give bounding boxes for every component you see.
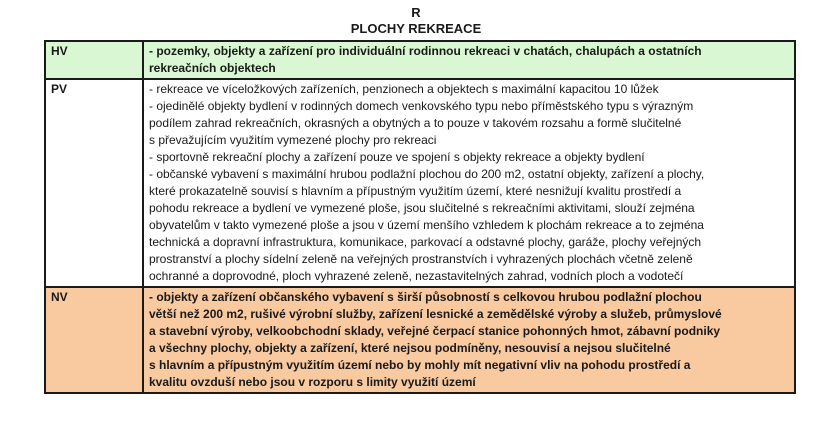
- text-line: technická a dopravní infrastruktura, komunikace, parkovací a odstavné plochy, garáže, plochy veřejných: [149, 235, 702, 249]
- table-row-pv: [45, 79, 795, 287]
- row-text-nv: [143, 287, 795, 393]
- row-code-nv: NV: [45, 287, 143, 393]
- text-line: větší než 200 m2, rušivé výrobní služby, zařízení lesnické a zemědělské výroby a služeb, průmyslové: [149, 307, 722, 321]
- text-line: a stavební výroby, velkoobchodní sklady, veřejné čerpací stanice pohonných hmot, zábavní podniky: [149, 324, 721, 338]
- text-line: rekreačních objektech: [149, 61, 276, 75]
- table-row-nv: [45, 287, 795, 393]
- text-line: kvalitu ovzduší nebo jsou v rozporu s limity využití území: [149, 375, 476, 389]
- text-line: a všechny plochy, objekty a zařízení, které nejsou podmíněny, nesouvisí a nejsou slučitelné: [149, 341, 671, 355]
- text-line: - rekreace ve víceložkových zařízeních, penzionech a objektech s maximální kapacitou 10 lůžek: [149, 82, 659, 96]
- page-title: PLOCHY REKREACE: [350, 21, 482, 36]
- text-line: - pozemky, objekty a zařízení pro individuální rodinnou rekreaci v chatách, chalupách a ostatních: [149, 44, 702, 58]
- row-code-pv: PV: [45, 79, 143, 287]
- table-code: R: [411, 5, 421, 20]
- text-line: s převažujícím využitím vymezené plochy pro rekreaci: [149, 133, 437, 147]
- text-line: ochranné a doprovodné, ploch vyhrazené zeleně, nezastavitelných zahrad, vodních ploch a vodotečí: [149, 269, 684, 283]
- text-line: - občanské vybavení s maximální hrubou podlažní plochou do 200 m2, ostatní objekty, zařízení a plochy,: [149, 167, 705, 181]
- text-line: podílem zahrad rekreačních, okrasných a obytných a to pouze v takovém rozsahu a formě slučitelné: [149, 116, 682, 130]
- row-text-pv: [143, 79, 795, 287]
- text-line: pohodu rekreace a bydlení ve vymezené ploše, jsou slučitelné s rekreačními aktivitami, slouží zejména: [149, 201, 695, 215]
- text-line: - objekty a zařízení občanského vybavení s širší působností s celkovou hrubou podlažní plochou: [149, 290, 702, 304]
- regulation-table: [44, 40, 796, 394]
- row-text-hv: [143, 41, 795, 79]
- text-line: - ojedinělé objekty bydlení v rodinných domech venkovského typu nebo příměstského typu s výrazným: [149, 99, 694, 113]
- table-row-hv: [45, 41, 795, 79]
- text-line: prostranství a plochy sídelní zeleně na veřejných prostranstvích i vyhrazených plochách včetně zeleně: [149, 252, 693, 266]
- text-line: - sportovně rekreační plochy a zařízení pouze ve spojení s objekty rekreace a objekty bydlení: [149, 150, 645, 164]
- row-code-hv: HV: [45, 41, 143, 79]
- text-line: obyvatelům v takto vymezené ploše a jsou v území menšího vzhledem k plochám rekreace a to zejména: [149, 218, 704, 232]
- text-line: s hlavním a přípustným využitím území nebo by mohly mít negativní vliv na pohodu prostředí a: [149, 358, 691, 372]
- text-line: které prokazatelně souvisí s hlavním a přípustným využitím území, které nesnižují kvalitu prostředí a: [149, 184, 682, 198]
